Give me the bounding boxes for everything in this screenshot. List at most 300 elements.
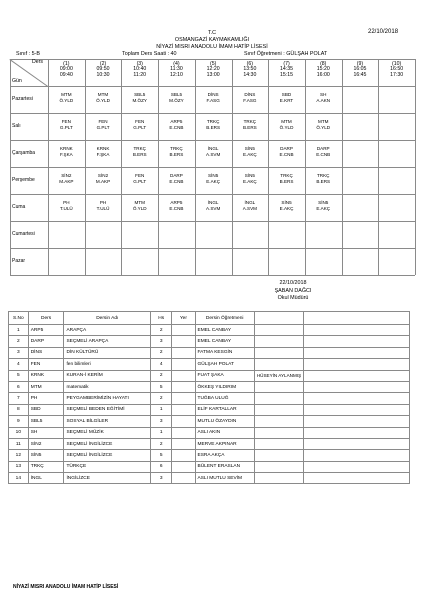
course-hours: 5 (151, 450, 172, 461)
lesson-cell (268, 92, 305, 103)
course-teacher: GÜLŞAH POLAT (195, 359, 254, 370)
period-start: 09:00 (59, 66, 73, 73)
table-row (9, 450, 410, 461)
lesson-teacher: A.AKN (316, 97, 331, 103)
day-label: Çarşamba (12, 150, 36, 156)
course-code: SH (28, 427, 64, 438)
course-location (172, 325, 195, 336)
period-start: 10:40 (133, 66, 147, 73)
course-code: SBL5 (28, 416, 64, 427)
lesson-code: MTM (97, 92, 109, 97)
lesson-code: FEN (135, 173, 145, 178)
lesson-code: MTM (281, 119, 292, 124)
lesson-cell (232, 92, 269, 103)
lesson-teacher: E.AKÇ (242, 178, 257, 184)
class-label: Sınıf : 5-B (16, 51, 40, 57)
course-location (172, 450, 195, 461)
course-teacher-secondary: HÜSEYİN AYLANMIŞ (256, 373, 302, 379)
lesson-teacher: Ö.YLD (96, 97, 110, 103)
period-start: 09:50 (96, 66, 110, 73)
lesson-code: TRKÇ (280, 173, 293, 178)
principal-title: Okul Müdürü (277, 295, 309, 301)
course-location (172, 370, 195, 381)
table-row (9, 347, 410, 358)
lesson-code: DARP (316, 146, 330, 151)
lesson-code: İNGL (207, 146, 219, 151)
lesson-cell (195, 119, 232, 130)
lesson-code: MTM (318, 119, 329, 124)
lesson-code: FEN (98, 119, 108, 124)
lesson-cell (85, 146, 122, 157)
lesson-teacher: M.AKP (59, 178, 74, 184)
lesson-teacher: E.AKÇ (279, 205, 294, 211)
period-no: (4) (173, 61, 180, 67)
lesson-code: DARP (280, 146, 293, 151)
grid-line (10, 194, 415, 195)
course-name: ARAPÇA (64, 325, 151, 336)
lesson-code: SH (320, 92, 327, 97)
table-row (9, 359, 410, 370)
grid-line (342, 59, 343, 275)
grid-line (10, 167, 415, 168)
lesson-teacher: E.KRT (279, 97, 294, 103)
day-label: Pazartesi (12, 96, 33, 102)
course-code: ARP5 (28, 325, 64, 336)
period-no: (1) (63, 61, 70, 67)
course-number: 10 (9, 427, 29, 438)
lesson-code: SİN5 (208, 173, 219, 178)
course-teacher-extra (254, 427, 303, 438)
course-extra-cell (304, 461, 410, 472)
lesson-cell (158, 92, 195, 103)
course-number: 8 (9, 404, 29, 415)
period-no: (3) (136, 61, 143, 67)
course-hours: 1 (151, 404, 172, 415)
lesson-code: SBL5 (134, 92, 146, 97)
lesson-cell (268, 146, 305, 157)
period-start: 12:20 (206, 66, 220, 73)
course-code: SBD (28, 404, 64, 415)
course-extra-cell (304, 359, 410, 370)
lesson-code: İNGL (207, 200, 219, 205)
course-code: FEN (28, 359, 64, 370)
day-label: Perşembe (12, 177, 35, 183)
lesson-cell (195, 146, 232, 157)
course-number: 2 (9, 336, 29, 347)
col-header-extra-1 (254, 312, 303, 325)
course-number: 1 (9, 325, 29, 336)
lesson-teacher: G.PLT (96, 124, 110, 130)
course-teacher-extra (254, 473, 303, 484)
course-teacher-extra (254, 416, 303, 427)
lesson-cell (232, 146, 269, 157)
course-location (172, 347, 195, 358)
course-code: SİN5 (28, 450, 64, 461)
lesson-teacher: T.ULÜ (96, 205, 110, 211)
lesson-code: MTM (134, 200, 145, 205)
lesson-cell (158, 119, 195, 130)
lesson-cell (85, 92, 122, 103)
lesson-code: KRNK (96, 146, 110, 151)
grid-line (10, 113, 415, 114)
day-label: Cumartesi (12, 231, 35, 237)
course-teacher-extra (254, 393, 303, 404)
lesson-cell (232, 119, 269, 130)
period-start: 16:50 (390, 66, 404, 73)
period-end: 16:45 (353, 71, 367, 78)
course-hours: 2 (151, 347, 172, 358)
course-teacher-extra (254, 450, 303, 461)
course-teacher: TUĞBA ULUĞ (195, 393, 254, 404)
lesson-teacher: T.ULÜ (59, 205, 73, 211)
course-teacher: FATMA KESGİN (195, 347, 254, 358)
lesson-code: PH (99, 200, 107, 205)
course-hours: 5 (151, 381, 172, 392)
grid-line (10, 59, 415, 60)
col-header-location: Yer (172, 312, 195, 325)
course-teacher-extra (254, 359, 303, 370)
day-label: Salı (12, 123, 21, 129)
period-end: 13:00 (206, 71, 220, 78)
lesson-teacher: E.AKÇ (242, 151, 257, 157)
day-label: Cuma (12, 204, 26, 210)
course-number: 3 (9, 347, 29, 358)
course-name: İNGİLİZCE (64, 473, 151, 484)
course-teacher-extra (254, 336, 303, 347)
period-end: 14:30 (243, 71, 257, 78)
course-code: DİNS (28, 347, 64, 358)
course-number: 5 (9, 370, 29, 381)
lesson-code: SBD (281, 92, 292, 97)
lesson-teacher: F.ŞKA (59, 151, 73, 157)
lesson-teacher: E.CNB (316, 151, 331, 157)
course-extra-cell (304, 336, 410, 347)
lesson-teacher: E.CNB (169, 178, 184, 184)
course-list-table (8, 311, 410, 484)
table-row (9, 381, 410, 392)
course-teacher: MERVE AKPINAR (195, 438, 254, 449)
lesson-cell (232, 173, 269, 184)
grid-line (378, 59, 379, 275)
table-row (9, 393, 410, 404)
lesson-teacher: M.ÖZY (132, 97, 147, 103)
course-number: 4 (9, 359, 29, 370)
course-code: TRKÇ (28, 461, 64, 472)
table-row (9, 404, 410, 415)
period-end: 11:20 (133, 71, 147, 78)
lesson-code: TRKÇ (243, 119, 257, 124)
lesson-code: ARP5 (170, 200, 183, 205)
lesson-cell (195, 173, 232, 184)
lesson-code: TRKÇ (133, 146, 146, 151)
course-extra-cell (304, 416, 410, 427)
course-location (172, 404, 195, 415)
course-teacher-extra (254, 404, 303, 415)
lesson-teacher: B.ERS (169, 151, 184, 157)
period-header (158, 62, 195, 78)
period-no: (5) (209, 61, 217, 67)
period-header (121, 62, 158, 78)
course-name: DİN KÜLTÜRÜ (64, 347, 151, 358)
lesson-cell (305, 92, 342, 103)
lesson-code: FEN (61, 119, 71, 124)
course-teacher: MUTLU ÖZAYDIN (195, 416, 254, 427)
table-row (9, 336, 410, 347)
period-header (195, 62, 232, 78)
course-teacher-extra (254, 461, 303, 472)
course-extra-cell (304, 325, 410, 336)
table-row (9, 416, 410, 427)
course-number: 9 (9, 416, 29, 427)
course-location (172, 438, 195, 449)
table-row (9, 438, 410, 449)
lesson-cell (158, 200, 195, 211)
course-hours: 2 (151, 393, 172, 404)
course-extra-cell (304, 427, 410, 438)
lesson-code: SİN5 (281, 200, 292, 205)
course-name: KURAN-İ KERİM (64, 370, 151, 381)
grid-line (10, 221, 415, 222)
lesson-cell (48, 119, 85, 130)
course-number: 12 (9, 450, 29, 461)
lesson-code: PH (63, 200, 70, 205)
course-extra-cell (304, 347, 410, 358)
table-row (9, 370, 410, 381)
lesson-cell (268, 200, 305, 211)
course-hours: 4 (151, 359, 172, 370)
period-no: (6) (246, 61, 254, 67)
grid-line (10, 275, 415, 276)
corner-label-lesson: Ders (32, 59, 43, 65)
lesson-code: TRKÇ (206, 119, 220, 124)
lesson-cell (48, 173, 85, 184)
lesson-teacher: G.PLT (133, 124, 147, 130)
course-location (172, 359, 195, 370)
table-row (9, 427, 410, 438)
lesson-cell (195, 200, 232, 211)
footer-school-name: NİYAZİ MISRI ANADOLU İMAM HATİP LİSESİ (13, 584, 119, 590)
country-heading: T.C (207, 30, 217, 36)
lesson-teacher: E.CNB (279, 151, 294, 157)
lesson-cell (85, 200, 122, 211)
lesson-code: DİNS (207, 92, 219, 97)
course-code: KRNK (28, 370, 64, 381)
lesson-teacher: Ö.YLD (132, 205, 147, 211)
period-start: 14:35 (280, 66, 294, 73)
course-extra-cell (304, 473, 410, 484)
course-teacher: ELİF KARTALLAR (195, 404, 254, 415)
lesson-cell (305, 173, 342, 184)
period-no: (2) (99, 61, 107, 67)
class-teacher-label: Sınıf Öğretmeni : GÜLŞAH POLAT (244, 51, 328, 57)
lesson-cell (121, 92, 158, 103)
lesson-teacher: F.ŞKA (96, 151, 110, 157)
grid-line (10, 86, 415, 87)
course-extra-cell (304, 393, 410, 404)
lesson-teacher: E.CNB (169, 205, 184, 211)
lesson-teacher: B.ERS (206, 124, 221, 130)
document-date: 22/10/2018 (368, 29, 399, 35)
principal-name: ŞABAN DAĞCI (274, 288, 312, 294)
grid-line (10, 248, 415, 249)
course-hours: 3 (151, 473, 172, 484)
lesson-code: KRNK (59, 146, 73, 151)
course-location (172, 393, 195, 404)
period-no: (9) (356, 61, 364, 67)
course-teacher: EMEL CANBAY (195, 336, 254, 347)
course-location (172, 473, 195, 484)
course-name: SEÇMELİ BEDEN EĞİTİMİ (64, 404, 151, 415)
lesson-code: DİNS (244, 92, 256, 97)
lesson-teacher: E.CNB (169, 124, 184, 130)
lesson-teacher: B.ERS (242, 124, 257, 130)
course-teacher-extra (254, 381, 303, 392)
course-hours: 2 (151, 325, 172, 336)
lesson-teacher: A.SVM (242, 205, 257, 211)
course-number: 14 (9, 473, 29, 484)
period-end: 12:10 (169, 71, 183, 78)
lesson-code: SBL5 (170, 92, 183, 97)
course-code: İNGL (28, 473, 64, 484)
course-teacher: ASLI MUTLU SEVİM (195, 473, 254, 484)
lesson-teacher: Ö.YLD (279, 124, 294, 130)
course-number: 7 (9, 393, 29, 404)
grid-line (10, 59, 11, 275)
lesson-teacher: E.AKÇ (206, 178, 221, 184)
course-name: fen bilimleri (64, 359, 151, 370)
course-location (172, 461, 195, 472)
period-no: (8) (320, 61, 327, 67)
lesson-teacher: A.SVM (205, 151, 221, 157)
course-code: MTM (28, 381, 64, 392)
lesson-teacher: Ö.YLD (316, 124, 331, 130)
lesson-code: DARP (170, 173, 183, 178)
district-heading: OSMANGAZİ KAYMAKAMLIĞI (174, 37, 250, 43)
period-header (342, 62, 379, 78)
lesson-teacher: M.ÖZY (169, 97, 184, 103)
period-header (305, 62, 342, 78)
school-heading: NİYAZİ MISRI ANADOLU İMAM HATİP LİSESİ (156, 44, 268, 50)
course-extra-cell (304, 404, 410, 415)
grid-line (415, 59, 416, 275)
course-hours: 2 (151, 370, 172, 381)
grid-line (10, 140, 415, 141)
course-number: 6 (9, 381, 29, 392)
period-header (232, 62, 269, 78)
col-header-name: Dersin Adı (64, 312, 151, 325)
course-hours: 6 (151, 461, 172, 472)
period-start: 16:05 (353, 66, 367, 73)
course-location (172, 381, 195, 392)
course-code: SİN2 (28, 438, 64, 449)
course-extra-cell (304, 438, 410, 449)
lesson-code: İNGL (244, 200, 256, 205)
period-start: 11:30 (170, 66, 183, 73)
corner-label-day: Gün (12, 78, 22, 84)
table-row (9, 461, 410, 472)
course-teacher: BÜLENT ERASLAN (195, 461, 254, 472)
lesson-cell (232, 200, 269, 211)
period-header (268, 62, 305, 78)
lesson-teacher: G.PLT (59, 124, 73, 130)
lesson-cell (158, 173, 195, 184)
course-extra-cell (304, 450, 410, 461)
lesson-code: SİN5 (318, 200, 329, 205)
lesson-code: TRKÇ (316, 173, 330, 178)
course-teacher-extra (254, 438, 303, 449)
lesson-cell (305, 200, 342, 211)
col-header-code: Ders (28, 312, 64, 325)
table-row (9, 325, 410, 336)
weekly-schedule-grid (10, 59, 415, 273)
lesson-cell (268, 119, 305, 130)
lesson-cell (305, 146, 342, 157)
approval-date: 22/10/2018 (279, 280, 307, 286)
course-teacher: ESRA AKÇA (195, 450, 254, 461)
lesson-cell (48, 92, 85, 103)
period-end: 17:30 (390, 71, 404, 78)
course-name: SEÇMELİ İNGİLİZCE (64, 450, 151, 461)
course-number: 11 (9, 438, 29, 449)
lesson-code: ARP5 (170, 119, 183, 124)
lesson-cell (121, 200, 158, 211)
lesson-cell (305, 119, 342, 130)
course-hours: 2 (151, 438, 172, 449)
lesson-cell (85, 119, 122, 130)
course-teacher-extra (254, 347, 303, 358)
lesson-cell (268, 173, 305, 184)
lesson-cell (195, 92, 232, 103)
course-location (172, 416, 195, 427)
course-number: 13 (9, 461, 29, 472)
period-end: 10:30 (96, 71, 110, 78)
lesson-code: SİN5 (244, 146, 255, 151)
course-location (172, 427, 195, 438)
lesson-cell (85, 173, 122, 184)
lesson-code: SİN2 (97, 173, 109, 178)
course-teacher-extra (254, 325, 303, 336)
course-name: TÜRKÇE (64, 461, 151, 472)
course-name: matematik (64, 381, 151, 392)
period-end: 15:15 (280, 71, 294, 78)
course-name: SEÇMELİ MÜZİK (64, 427, 151, 438)
course-teacher: ASLI AKIN (195, 427, 254, 438)
lesson-code: FEN (135, 119, 145, 124)
period-start: 15:20 (316, 66, 330, 73)
lesson-code: SİN2 (61, 173, 72, 178)
course-teacher: EMEL CANBAY (195, 325, 254, 336)
course-name: SEÇMELİ ARAPÇA (64, 336, 151, 347)
day-label: Pazar (12, 258, 26, 264)
col-header-teacher: Dersin Öğretmeni (195, 312, 254, 325)
lesson-cell (121, 173, 158, 184)
course-name: SOSYAL BİLGİLER (64, 416, 151, 427)
lesson-code: SİN5 (244, 173, 255, 178)
total-hours-label: Toplam Ders Saati : 40 (122, 51, 177, 57)
period-no: (7) (283, 61, 290, 67)
course-teacher-extra (254, 370, 303, 381)
lesson-teacher: A.SVM (205, 205, 221, 211)
table-row (9, 473, 410, 484)
lesson-teacher: B.ERS (316, 178, 331, 184)
course-teacher: ÖKKEŞ YILDIRIM (195, 381, 254, 392)
course-hours: 1 (151, 427, 172, 438)
period-start: 13:50 (243, 66, 257, 73)
lesson-code: MTM (61, 92, 72, 97)
course-extra-cell (304, 370, 410, 381)
lesson-teacher: B.ERS (132, 151, 147, 157)
lesson-code: TRKÇ (170, 146, 183, 151)
